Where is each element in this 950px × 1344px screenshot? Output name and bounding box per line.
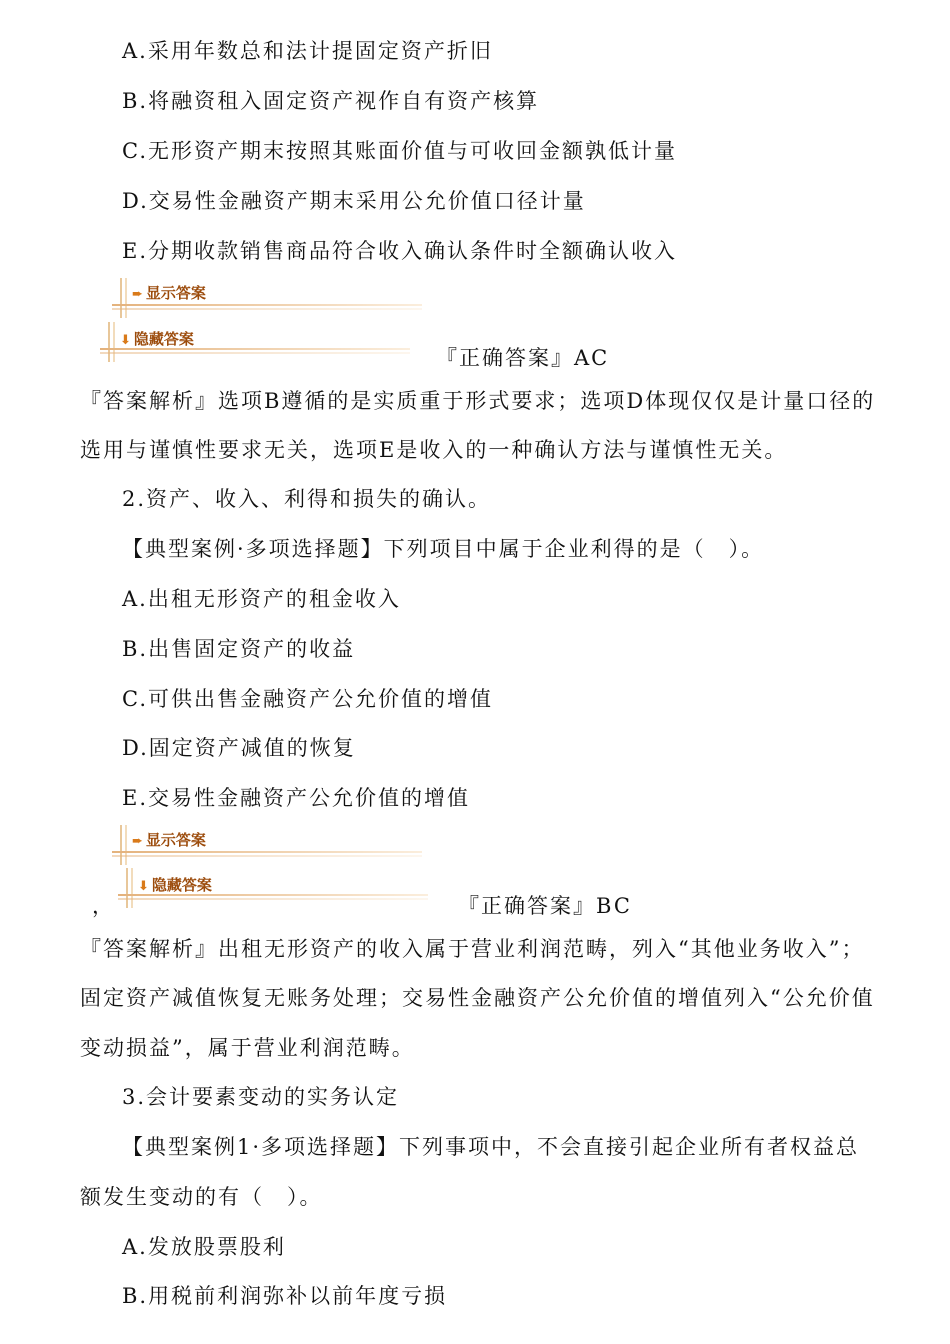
hide-answer-button[interactable] <box>120 328 194 349</box>
option-a: A.发放股票股利 <box>122 1235 286 1259</box>
divider <box>112 851 422 853</box>
show-answer-label: 显示答案 <box>145 284 206 302</box>
hide-answer-button[interactable] <box>138 874 212 895</box>
divider <box>125 278 127 318</box>
divider <box>112 855 422 857</box>
option-b: B.出售固定资产的收益 <box>122 637 356 661</box>
option-b: B.用税前利润弥补以前年度亏损 <box>122 1284 448 1308</box>
arrow-down-icon: ⬇ <box>138 879 149 894</box>
option-c: C.无形资产期末按照其账面价值与可收回金额孰低计量 <box>122 139 677 163</box>
arrow-down-icon: ⬇ <box>120 333 131 348</box>
question-text: 额发生变动的有（ ）。 <box>80 1185 323 1209</box>
divider <box>112 304 422 306</box>
option-e: E.交易性金融资产公允价值的增值 <box>122 786 471 810</box>
show-answer-bar <box>112 825 422 865</box>
question-text: 【典型案例·多项选择题】下列项目中属于企业利得的是（ ）。 <box>122 537 765 561</box>
divider <box>118 898 428 900</box>
option-d: D.固定资产减值的恢复 <box>122 736 356 760</box>
hide-answer-label: 隐藏答案 <box>151 876 212 894</box>
divider <box>100 352 410 354</box>
answer-analysis-line: 选用与谨慎性要求无关，选项E是收入的一种确认方法与谨慎性无关。 <box>80 438 788 462</box>
option-c: C.可供出售金融资产公允价值的增值 <box>122 687 493 711</box>
divider <box>112 308 422 310</box>
stray-comma: ， <box>92 894 115 918</box>
question-text: 【典型案例1·多项选择题】下列事项中，不会直接引起企业所有者权益总 <box>122 1135 860 1159</box>
hide-answer-bar <box>118 868 428 908</box>
answer-analysis-line: 『答案解析』出租无形资产的收入属于营业利润范畴，列入“其他业务收入”； <box>80 937 865 961</box>
section-title: 3.会计要素变动的实务认定 <box>122 1085 400 1109</box>
correct-answer: 『正确答案』AC <box>436 346 610 370</box>
arrow-right-icon: ➨ <box>132 834 143 849</box>
divider <box>108 322 110 362</box>
divider <box>113 322 115 362</box>
correct-answer: 『正确答案』BC <box>458 894 632 918</box>
section-title: 2.资产、收入、利得和损失的确认。 <box>122 487 492 511</box>
divider <box>120 825 122 865</box>
divider <box>125 825 127 865</box>
arrow-right-icon: ➨ <box>132 287 143 302</box>
option-b: B.将融资租入固定资产视作自有资产核算 <box>122 89 540 113</box>
hide-answer-bar <box>100 322 410 362</box>
show-answer-button[interactable] <box>132 829 206 850</box>
answer-analysis-line: 变动损益”，属于营业利润范畴。 <box>80 1036 415 1060</box>
hide-answer-label: 隐藏答案 <box>133 330 194 348</box>
divider <box>131 868 133 908</box>
show-answer-label: 显示答案 <box>145 831 206 849</box>
show-answer-button[interactable] <box>132 282 206 303</box>
show-answer-bar <box>112 278 422 318</box>
option-a: A.出租无形资产的租金收入 <box>122 587 401 611</box>
option-a: A.采用年数总和法计提固定资产折旧 <box>122 39 493 63</box>
answer-analysis-line: 固定资产减值恢复无账务处理；交易性金融资产公允价值的增值列入“公允价值 <box>80 986 875 1010</box>
divider <box>120 278 122 318</box>
divider <box>126 868 128 908</box>
option-e: E.分期收款销售商品符合收入确认条件时全额确认收入 <box>122 239 678 263</box>
option-d: D.交易性金融资产期末采用公允价值口径计量 <box>122 189 586 213</box>
answer-analysis-line: 『答案解析』选项B遵循的是实质重于形式要求；选项D体现仅仅是计量口径的 <box>80 389 876 413</box>
